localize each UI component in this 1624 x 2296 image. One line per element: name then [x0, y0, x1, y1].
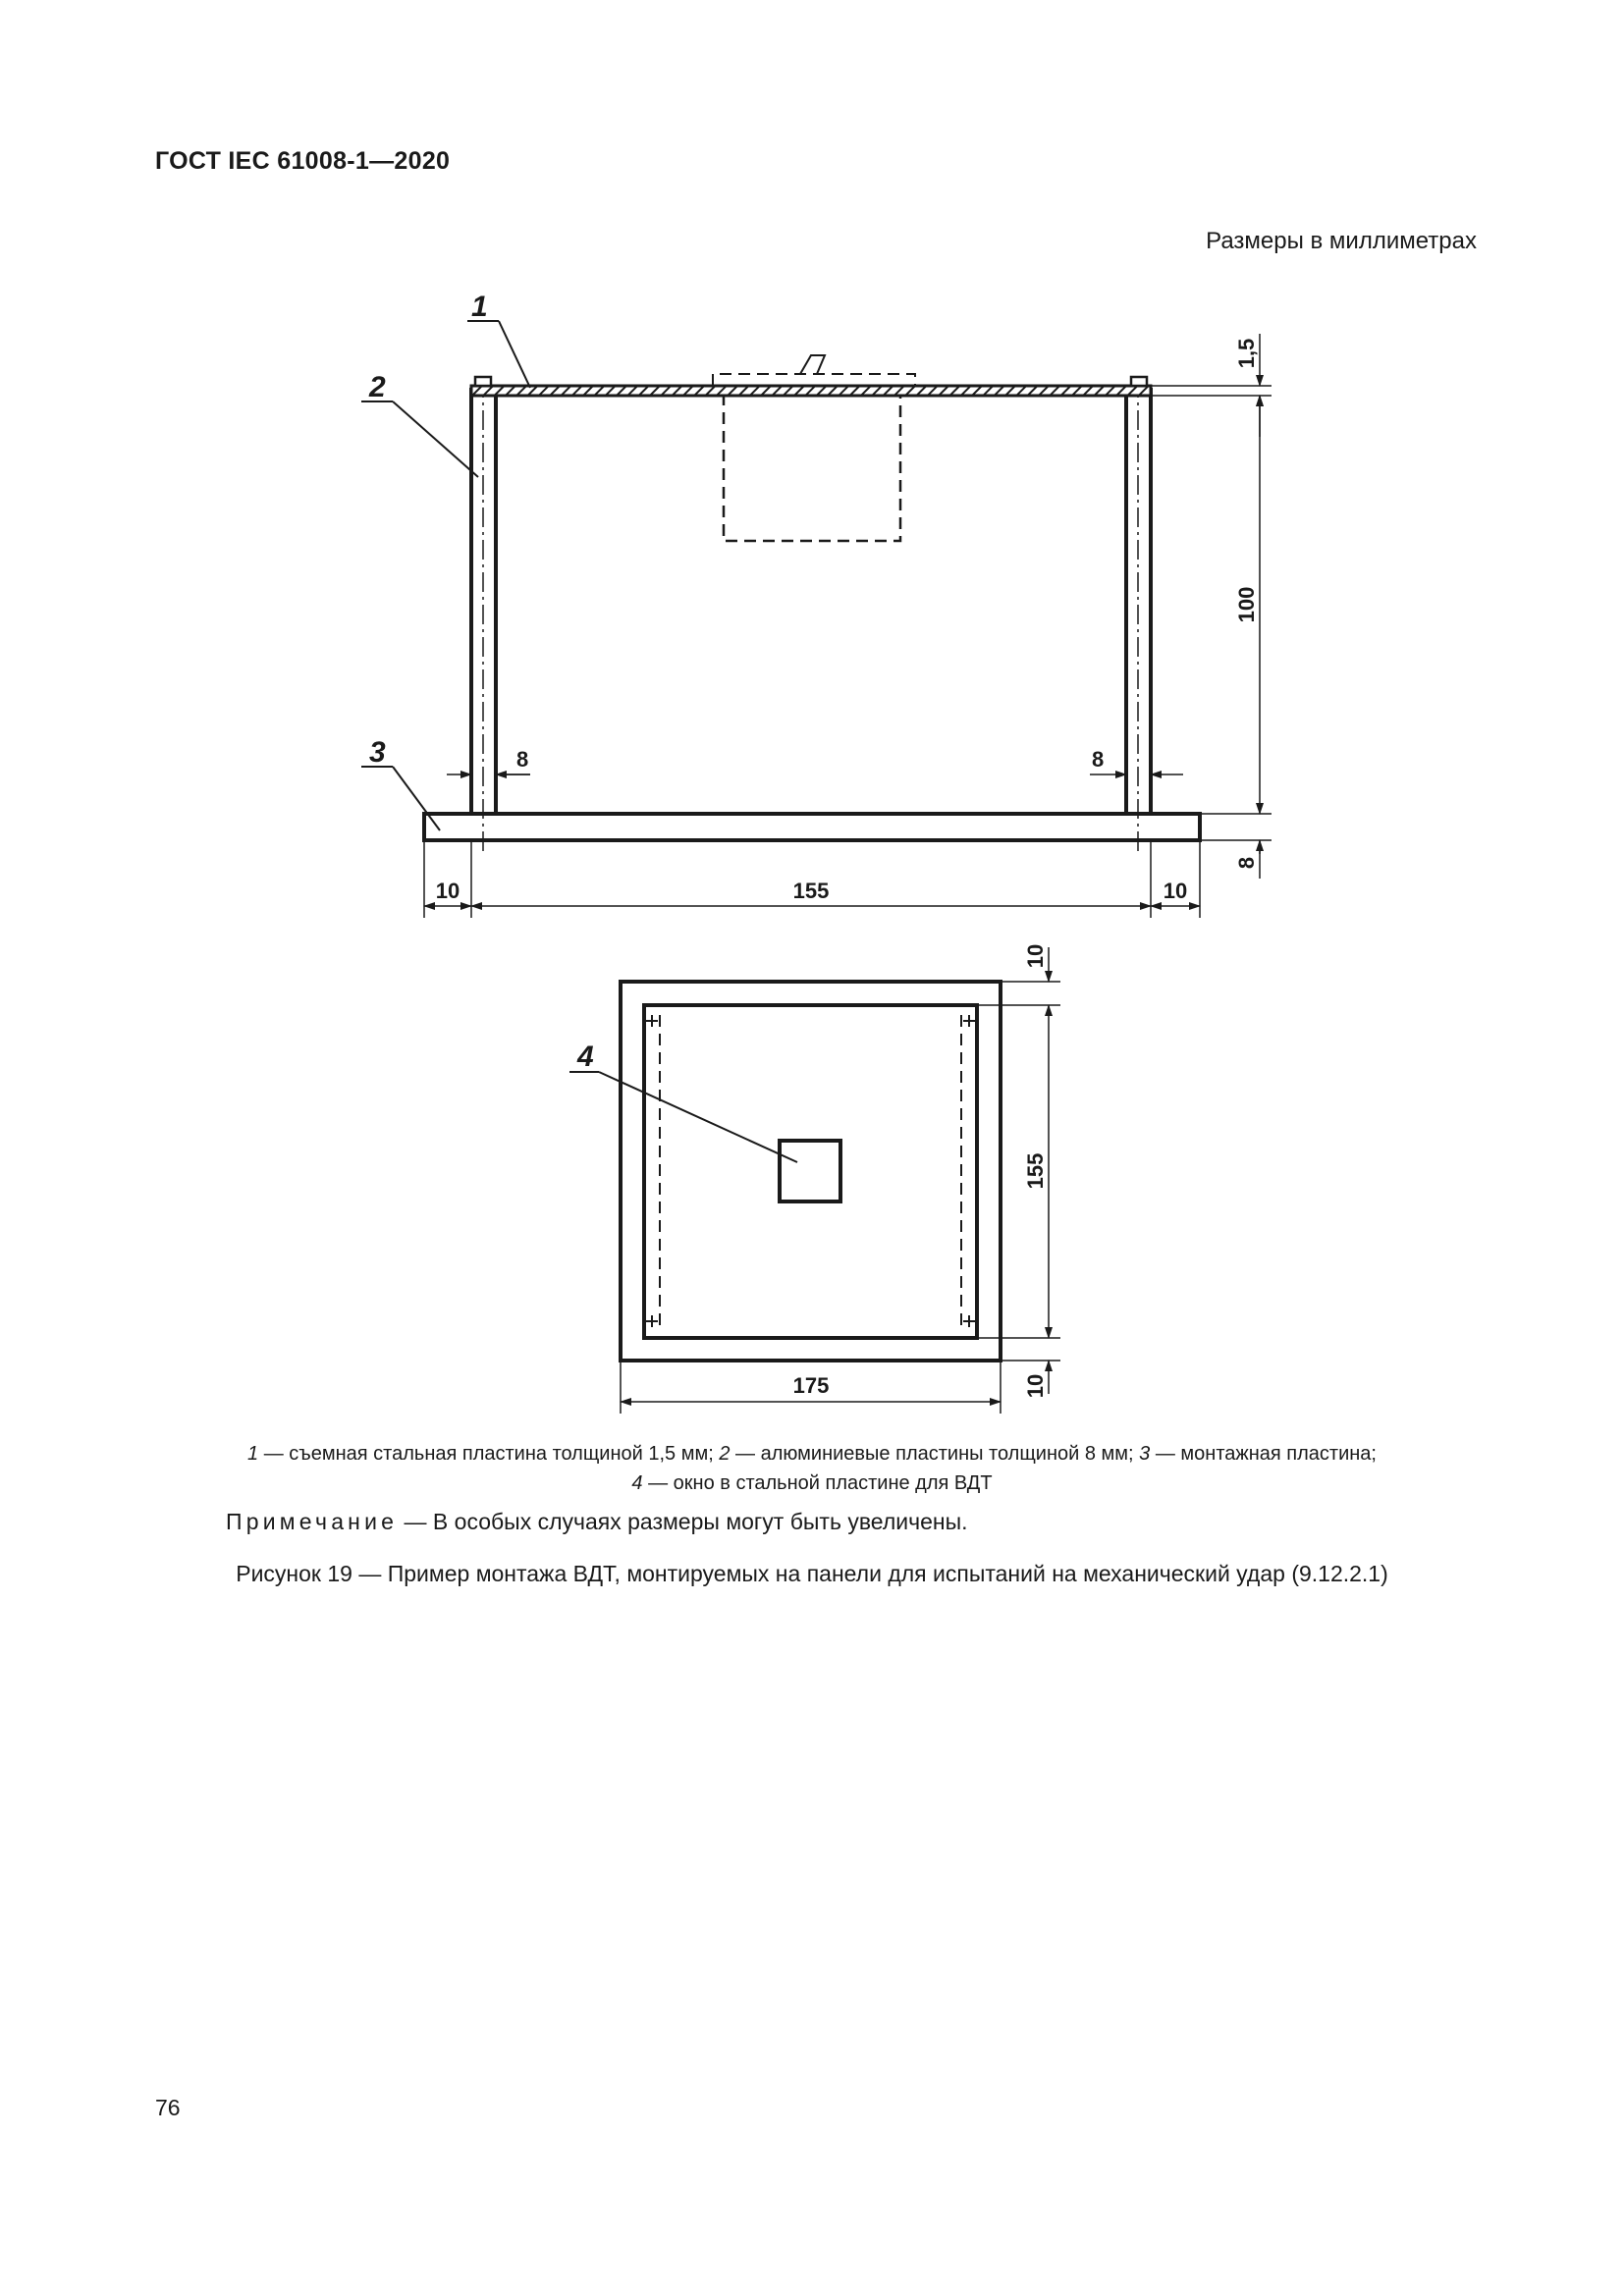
dim-bottom-margin: 10	[1023, 1373, 1048, 1399]
legend-num-3: 3	[1139, 1443, 1151, 1465]
callout-2: 2	[369, 371, 386, 403]
dim-wall-left: 8	[516, 747, 529, 772]
dim-base-thickness: 8	[1234, 856, 1259, 870]
dim-inner-width: 155	[792, 879, 830, 903]
figure-legend	[118, 1439, 1506, 1498]
rcd-device-outline	[724, 396, 900, 541]
standard-header: ГОСТ IEC 61008-1—2020	[155, 147, 451, 175]
mounting-plate	[424, 814, 1200, 840]
steel-plate	[471, 386, 1151, 396]
page-number: 76	[155, 2095, 181, 2120]
note-text: — В особых случаях размеры могут быть увеличены.	[398, 1509, 968, 1534]
legend-text-1: — съемная стальная пластина толщиной 1,5 мм;	[258, 1443, 720, 1465]
dim-plate-width: 175	[792, 1373, 830, 1398]
legend-text-2: — алюминиевые пластины толщиной 8 мм;	[730, 1443, 1140, 1465]
dim-steel-thickness: 1,5	[1234, 338, 1259, 369]
top-view-height-dims	[977, 947, 1060, 1394]
dim-height: 100	[1234, 586, 1259, 623]
dim-overhang-left: 10	[435, 879, 460, 903]
dim-wall-right: 8	[1092, 747, 1105, 772]
callout-4: 4	[577, 1041, 594, 1073]
legend-num-1: 1	[247, 1443, 259, 1465]
inner-frame	[644, 1005, 977, 1338]
dim-inner-height: 155	[1023, 1152, 1048, 1190]
screw-head-left	[475, 377, 491, 386]
legend-num-2: 2	[719, 1443, 731, 1465]
dim-top-margin: 10	[1023, 943, 1048, 969]
callout-1: 1	[471, 291, 488, 323]
units-note: Размеры в миллиметрах	[1206, 228, 1477, 254]
side-view-callouts	[361, 291, 530, 830]
legend-num-4: 4	[631, 1472, 643, 1494]
figure-caption: Рисунок 19 — Пример монтажа ВДТ, монтируемых на панели для испытаний на механический удар (9.12.2.1)	[236, 1561, 1388, 1586]
callout-3: 3	[369, 736, 386, 769]
top-view	[621, 982, 1001, 1361]
side-view	[424, 355, 1200, 852]
legend-text-3: — монтажная пластина;	[1150, 1443, 1377, 1465]
legend-text-4: — окно в стальной пластине для ВДТ	[642, 1472, 993, 1494]
dim-overhang-right: 10	[1163, 879, 1188, 903]
outer-plate	[621, 982, 1001, 1361]
note-label: Примечание	[226, 1509, 399, 1534]
note	[226, 1509, 968, 1535]
screw-head-right	[1131, 377, 1147, 386]
rcd-window	[780, 1141, 840, 1201]
